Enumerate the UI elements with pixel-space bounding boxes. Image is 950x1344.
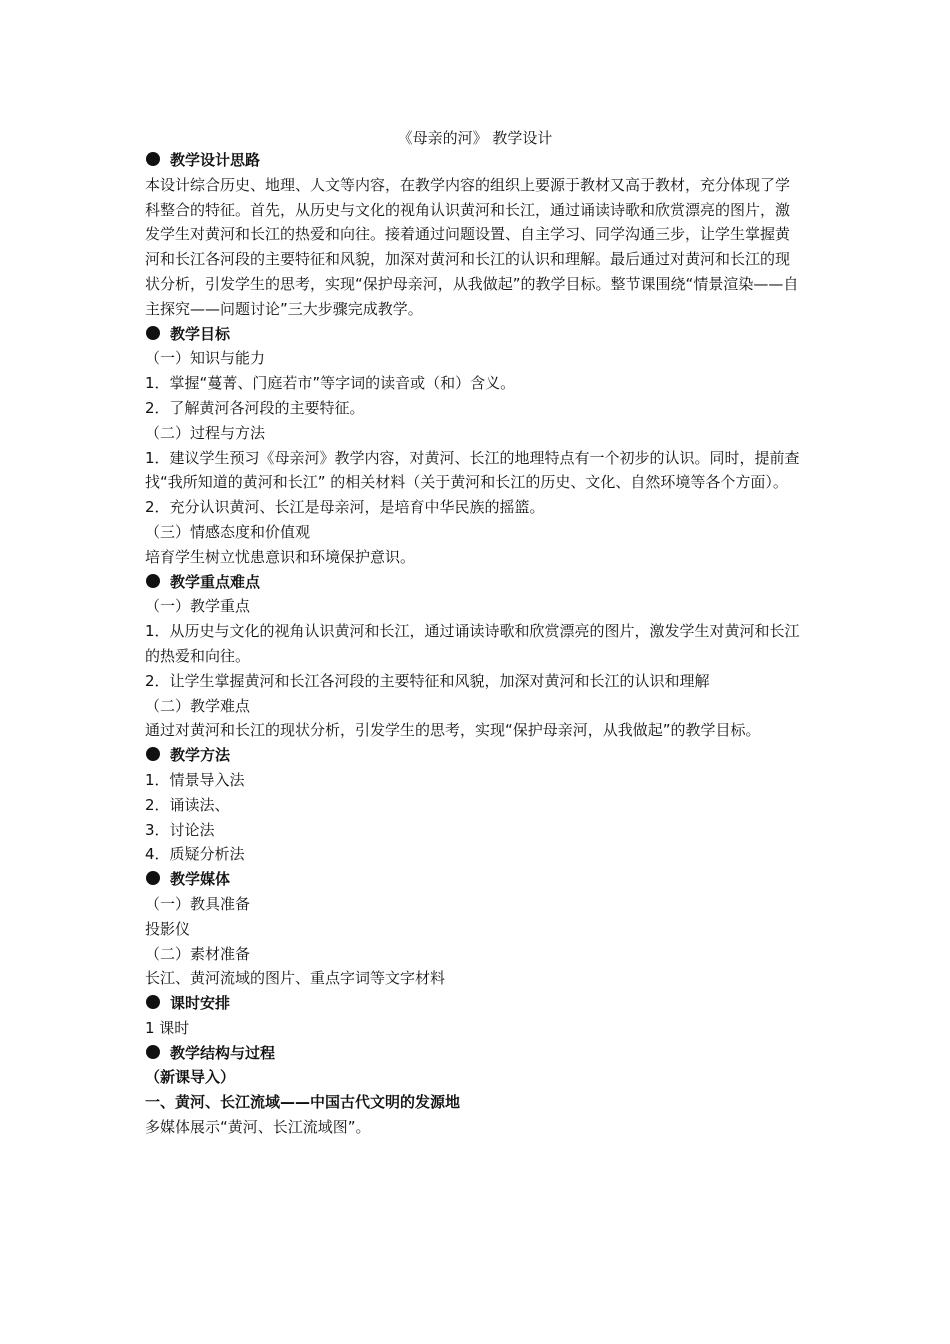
bullet-icon [146, 1045, 160, 1059]
list-item: 2．充分认识黄河、长江是母亲河，是培育中华民族的摇篮。 [145, 498, 545, 517]
bullet-icon [146, 574, 160, 588]
list-item: 2．诵读法、 [145, 795, 230, 814]
list-item: 1 课时 [145, 1018, 190, 1037]
list-item: 2．了解黄河各河段的主要特征。 [145, 398, 365, 417]
subheading: （新课导入） [145, 1068, 236, 1087]
list-item: 长江、黄河流域的图片、重点字词等文字材料 [145, 969, 446, 988]
page-title: 《母亲的河》 教学设计 [397, 129, 553, 147]
subheading: （二）素材准备 [145, 944, 251, 963]
bullet-icon [146, 747, 160, 761]
heading-text: 教学媒体 [170, 870, 231, 889]
paragraph: 本设计综合历史、地理、人文等内容，在教学内容的组织上要源于教材又高于教材，充分体现了学科整合的特征。首先，从历史与文化的视角认识黄河和长江，通过诵读诗歌和欣赏漂亮的图片，激发学生对黄河和长江的热爱和向往。接着通过问题设置、自主学习、同学沟通三步，让学生掌握黄河和长江各河段的主要特征和风貌，加深对黄河和长江的认识和理解。最后通过对黄河和长江的现状分析，引发学生的思考，实现“保护母亲河，从我做起”的教学目标。整节课围绕“情景渲染——自主探究——问题讨论”三大步骤完成教学。 [145, 175, 799, 318]
section-heading [145, 322, 815, 347]
bullet-icon [146, 152, 160, 166]
subheading: （三）情感态度和价值观 [145, 522, 311, 541]
subheading: （一）知识与能力 [145, 349, 266, 368]
list-item: 培育学生树立忧患意识和环境保护意识。 [145, 547, 416, 566]
subheading: （一）教学重点 [145, 597, 251, 616]
subheading: 一、黄河、长江流域——中国古代文明的发源地 [145, 1093, 461, 1112]
list-item: 通过对黄河和长江的现状分析，引发学生的思考，实现“保护母亲河，从我做起”的教学目标。 [145, 721, 761, 740]
subheading: （二）过程与方法 [145, 423, 266, 442]
bullet-icon [146, 871, 160, 885]
section-heading [145, 991, 815, 1016]
list-item: 1．掌握“蔓菁、门庭若市”等字词的读音或（和）含义。 [145, 374, 516, 393]
document-body [145, 148, 815, 1140]
section-heading [145, 148, 815, 173]
heading-text: 教学方法 [170, 746, 231, 765]
heading-text: 课时安排 [170, 994, 231, 1013]
subheading: （二）教学难点 [145, 696, 251, 715]
bullet-icon [146, 326, 160, 340]
heading-text: 教学设计思路 [170, 151, 261, 169]
list-item: 1．从历史与文化的视角认识黄河和长江，通过诵读诗歌和欣赏漂亮的图片，激发学生对黄河和长江的热爱和向往。 [145, 622, 800, 665]
list-item: 投影仪 [145, 919, 191, 938]
section-heading [145, 867, 815, 892]
list-item: 多媒体展示“黄河、长江流域图”。 [145, 1118, 371, 1137]
section-heading [145, 743, 815, 768]
list-item: 3．讨论法 [145, 820, 215, 839]
list-item: 4．质疑分析法 [145, 845, 245, 864]
bullet-icon [146, 995, 160, 1009]
heading-text: 教学重点难点 [170, 572, 261, 591]
list-item: 2．让学生掌握黄河和长江各河段的主要特征和风貌，加深对黄河和长江的认识和理解 [145, 671, 710, 690]
heading-text: 教学结构与过程 [170, 1043, 276, 1062]
list-item: 1．建议学生预习《母亲河》教学内容，对黄河、长江的地理特点有一个初步的认识。同时，提前查找“我所知道的黄河和长江” 的相关材料（关于黄河和长江的历史、文化、自然环境等各个方面）。 [145, 448, 800, 492]
list-item: 1．情景导入法 [145, 770, 245, 789]
subheading: （一）教具准备 [145, 894, 251, 913]
heading-text: 教学目标 [170, 324, 231, 343]
section-heading [145, 1041, 815, 1066]
section-heading [145, 570, 815, 595]
